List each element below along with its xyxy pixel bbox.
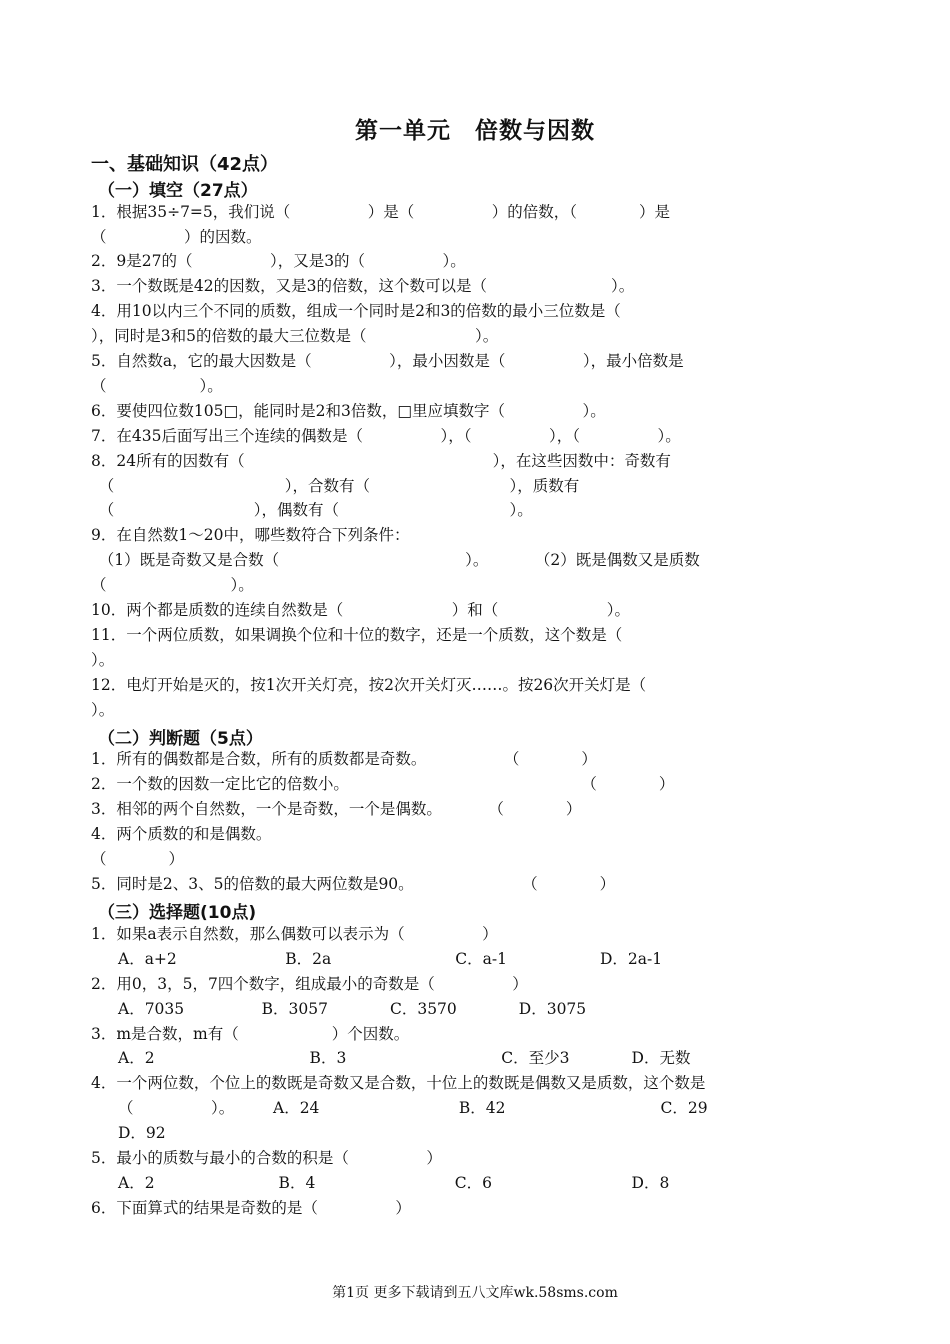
fill-line: （ ），偶数有（ ）。 [91,501,533,519]
section-heading: 一、基础知识（42点） [91,154,279,175]
choice-options: A．7035 B．3057 C．3570 D．3075 [118,1000,587,1018]
choice-options: D．92 [118,1124,166,1142]
judge-line: 2．一个数的因数一定比它的倍数小。 （ ） [91,775,675,793]
fill-line: 7．在435后面写出三个连续的偶数是（ ），（ ），（ ）。 [91,427,681,445]
fill-line: 9．在自然数1～20中，哪些数符合下列条件： [91,526,410,544]
part2-heading: （二）判断题（5点） [98,729,263,749]
choice-options: A．2 B．3 C．至少3 D．无数 [118,1049,691,1067]
fill-line: 10．两个都是质数的连续自然数是（ ）和（ ）。 [91,601,630,619]
fill-line: 12．电灯开始是灭的，按1次开关灯亮，按2次开关灯灭……。按26次开关灯是（ [91,676,647,694]
fill-line: 11．一个两位质数，如果调换个位和十位的数字，还是一个质数，这个数是（ [91,626,623,644]
fill-line: 3．一个数既是42的因数，又是3的倍数，这个数可以是（ ）。 [91,277,635,295]
fill-line: ）。 [91,651,115,669]
judge-line: 5．同时是2、3、5的倍数的最大两位数是90。 （ ） [91,875,616,893]
judge-line: 3．相邻的两个自然数，一个是奇数，一个是偶数。 （ ） [91,800,582,818]
judge-line: （ ） [91,850,185,868]
judge-line: 4．两个质数的和是偶数。 [91,825,272,843]
fill-line: 2．9是27的（ ），又是3的（ ）。 [91,252,466,270]
choice-question: 1．如果a表示自然数，那么偶数可以表示为（ ） [91,925,498,943]
part3-heading: （三）选择题(10点) [98,903,257,923]
page-footer: 第1页 更多下载请到五八文库wk.58sms.com [332,1285,618,1301]
fill-line: （ ），合数有（ ），质数有 [91,477,580,495]
fill-line: （1）既是奇数又是合数（ ）。 （2）既是偶数又是质数 [91,551,700,569]
fill-line: 8．24所有的因数有（ ），在这些因数中：奇数有 [91,452,671,470]
choice-question: 3．m是合数，m有（ ）个因数。 [91,1025,410,1043]
choice-options: A．a+2 B．2a C．a-1 D．2a-1 [118,950,663,968]
page-title: 第一单元 倍数与因数 [355,118,595,144]
choice-question: 2．用0，3，5，7四个数字，组成最小的奇数是（ ） [91,975,528,993]
choice-question: 6．下面算式的结果是奇数的是（ ） [91,1199,411,1217]
fill-line: （ ）的因数。 [91,228,262,246]
fill-line: ），同时是3和5的倍数的最大三位数是（ ）。 [91,327,499,345]
fill-line: ）。 [91,701,115,719]
fill-line: （ ）。 [91,576,254,594]
choice-options: （ ）。 A．24 B．42 C．29 [118,1099,708,1117]
fill-line: 4．用10以内三个不同的质数，组成一个同时是2和3的倍数的最小三位数是（ [91,302,621,320]
choice-options: A．2 B．4 C．6 D．8 [118,1174,670,1192]
fill-line: （ ）。 [91,377,223,395]
part1-heading: （一）填空（27点） [98,181,258,201]
choice-question: 4．一个两位数，个位上的数既是奇数又是合数，十位上的数既是偶数又是质数，这个数是 [91,1074,706,1092]
choice-question: 5．最小的质数与最小的合数的积是（ ） [91,1149,442,1167]
fill-line: 1．根据35÷7=5，我们说（ ）是（ ）的倍数，（ ）是 [91,203,671,221]
judge-line: 1．所有的偶数都是合数，所有的质数都是奇数。 （ ） [91,750,597,768]
fill-line: 5．自然数a，它的最大因数是（ ），最小因数是（ ），最小倍数是 [91,352,684,370]
fill-line: 6．要使四位数105□，能同时是2和3倍数，□里应填数字（ ）。 [91,402,606,420]
